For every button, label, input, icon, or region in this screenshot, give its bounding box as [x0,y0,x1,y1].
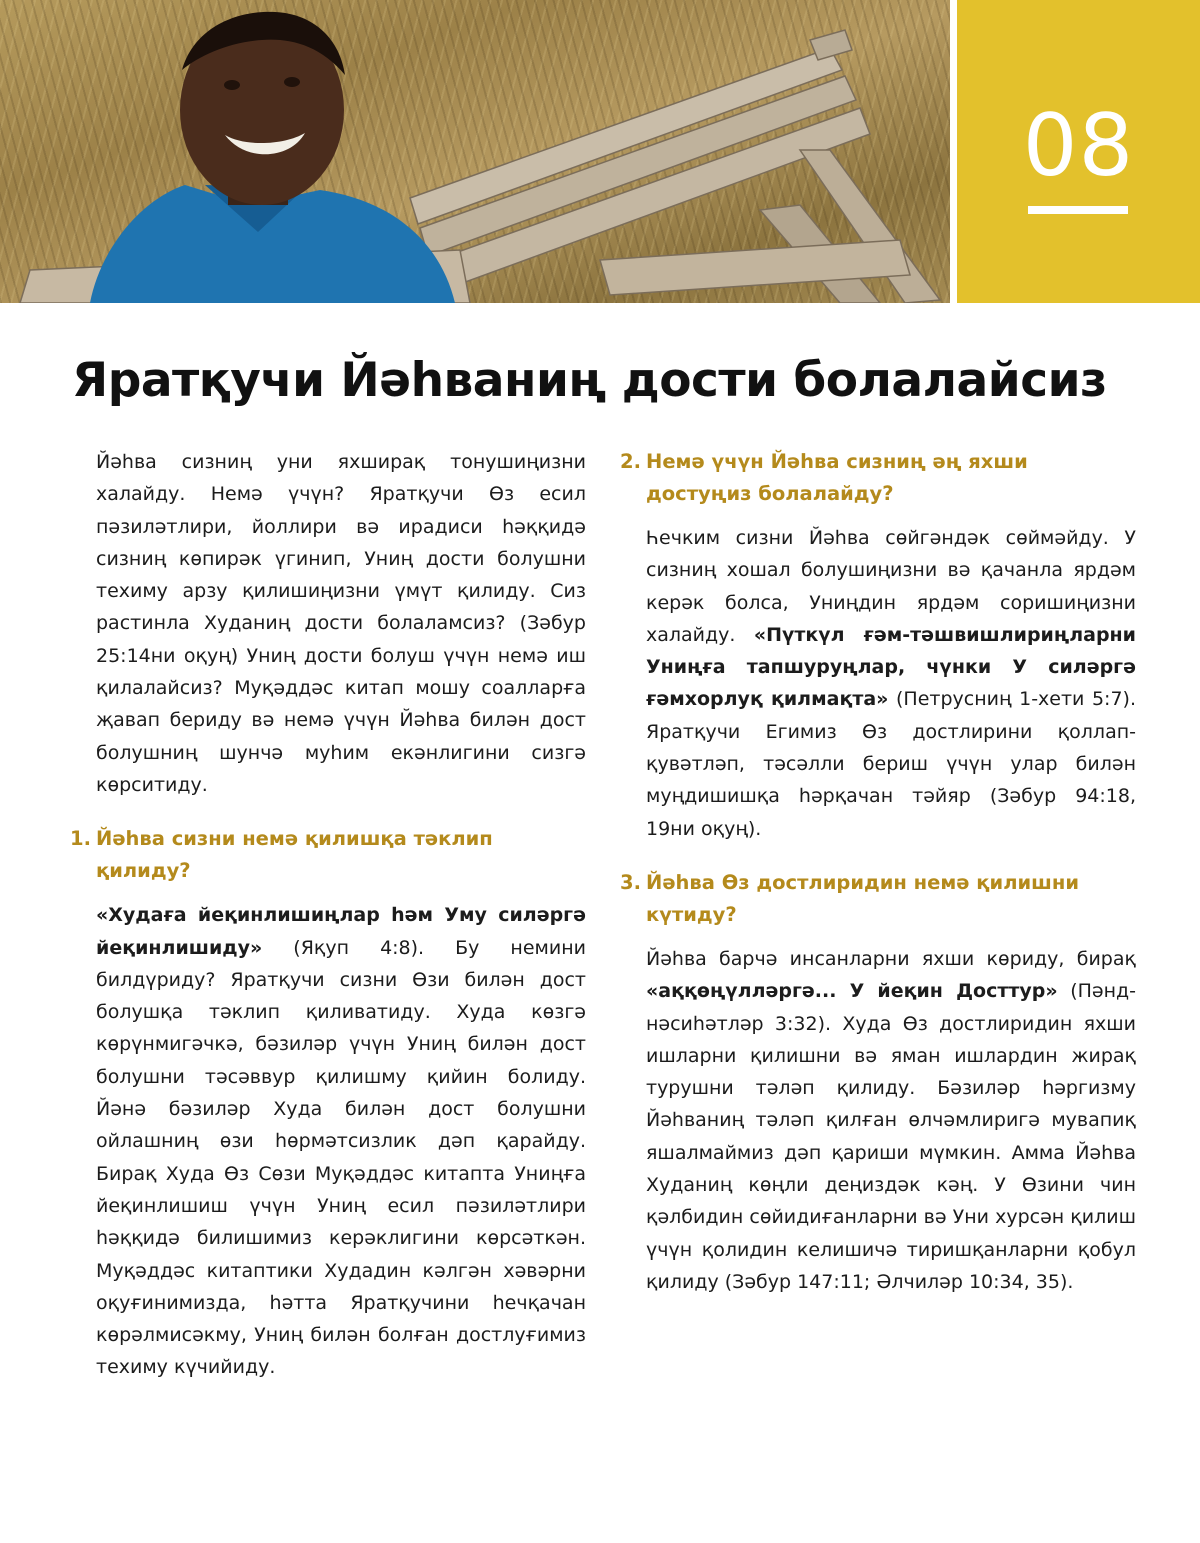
answer-2-scripture: «Пүткүл ғәм-тәшвишлириңларни Униңға тапшуруңлар, чүнки У силәргә ғәмхорлуқ қилмақта» [646,623,1136,711]
hero-photo [0,0,950,303]
answer-3 [646,943,1136,1298]
question-3 [620,867,1136,931]
question-2-text: Немә үчүн Йәһва сизниң әң яхши достуңиз болалайду? [646,450,1028,505]
right-column [620,446,1137,1298]
question-3-text: Йәһва Өз достлиридин немә қилишни күтиду? [646,870,1079,926]
answer-1-text: (Яқуп 4:8). Бу немини билдүриду? Яратқучи сизни Өзи билән дост болушқа тәклип қиливатиду. Худа көзгә көрүнмигәчкә, бәзиләр үчүн Униң билән дост болушни тәсәввур қилишму қийин болиду. Йәнә бәзиләр Худа билән дост болушни ойлашниң өзи һөрмәтсизлик дәп қарайду. Бирақ Худа Өз Сөзи Муқәддәс китапта Униңға йеқинлишиш үчүн Униң есил пәзиләтлири һәққидә билишимиз керәклигини көрсәткән. Муқәддәс китаптики Худадин кәлгән хәвәрни оқуғинимизда, һәтта Яратқучини һечқачан көрәлмисәкму, Униң билән болған достлуғимиз техиму күчийиду. [96,936,586,1379]
answer-2 [646,522,1136,845]
question-1 [70,823,586,887]
question-1-text: Йәһва сизни немә қилишқа тәклип қилиду? [96,827,493,883]
answer-2-intro: Һечким сизни Йәһва сөйгәндәк сөймәйду. У сизниң хошал болушиңизни вә қачанла ярдәм керәк болса, Униңдин ярдәм соришиңизни халайду. [646,527,1136,646]
question-2 [620,446,1136,510]
lesson-number-underline [1028,206,1128,214]
smiling-man [90,12,455,303]
answer-1-scripture: «Худаға йеқинлишиңлар һәм Уму силәргә йеқинлишиду» [96,904,586,959]
page-title: Яратқучи Йәһваниң дости болалайсиз [72,353,1107,408]
answer-1 [96,899,586,1383]
hero-illustration [0,0,950,303]
intro-paragraph: Йәһва сизниң уни яхширақ тонушиңизни халайду. Немә үчүн? Яратқучи Өз есил пәзиләтлири, йоллири вә ирадиси һәққидә сизниң көпирәк үгинип, Униң дости болушни техиму арзу қилишиңизни үмүт қилиду. Сиз растинла Худаниң дости болаламсиз? (Зәбур 25:14ни оқуң) Униң дости болуш үчүн немә иш қилалайсиз? Муқәддәс китап мошу соалларға җавап бериду вә немә үчүн Йәһва билән дост болушниң шунчә муһим екәнлигини сизгә көрситиду. [96,451,586,796]
answer-2-text: (Петрусниң 1-хети 5:7). Яратқучи Егимиз Өз достлирини қоллап-қувәтләп, тәсәлли бериш үчүн улар билән муңдишишқа һәрқачан тәйяр (Зәбур 94:18, 19ни оқуң). [646,688,1136,840]
answer-3-text: (Пәнд-нәсиһәтләр 3:32). Худа Өз достлиридин яхши ишларни қилишни вә яман ишлардин жирақ турушни тәләп қилиду. Бәзиләр һәргизму Йәһваниң тәләп қилған өлчәмлиригә мувапиқ яшалмаймиз дәп қариши мүмкин. Амма Йәһва Худаниң көңли деңиздәк кәң. У Өзини чин қәлбидин сөйидиғанларни вә Уни хурсән қилиш үчүн қолидин келишичә тиришқанларни қобул қилиду (Зәбур 147:11; Әлчиләр 10:34, 35). [646,980,1137,1293]
question-1-number: 1. [70,827,91,851]
answer-3-scripture: «аққөңүлләргә... У йеқин Досттур» [646,980,1058,1003]
left-column [70,446,586,1384]
question-3-number: 3. [620,870,641,894]
lesson-number: 08 [1022,96,1135,196]
question-2-number: 2. [620,450,641,473]
answer-3-intro: Йәһва барчә инсанларни яхши көриду, бирақ [646,947,1136,970]
lesson-number-badge [957,0,1200,303]
